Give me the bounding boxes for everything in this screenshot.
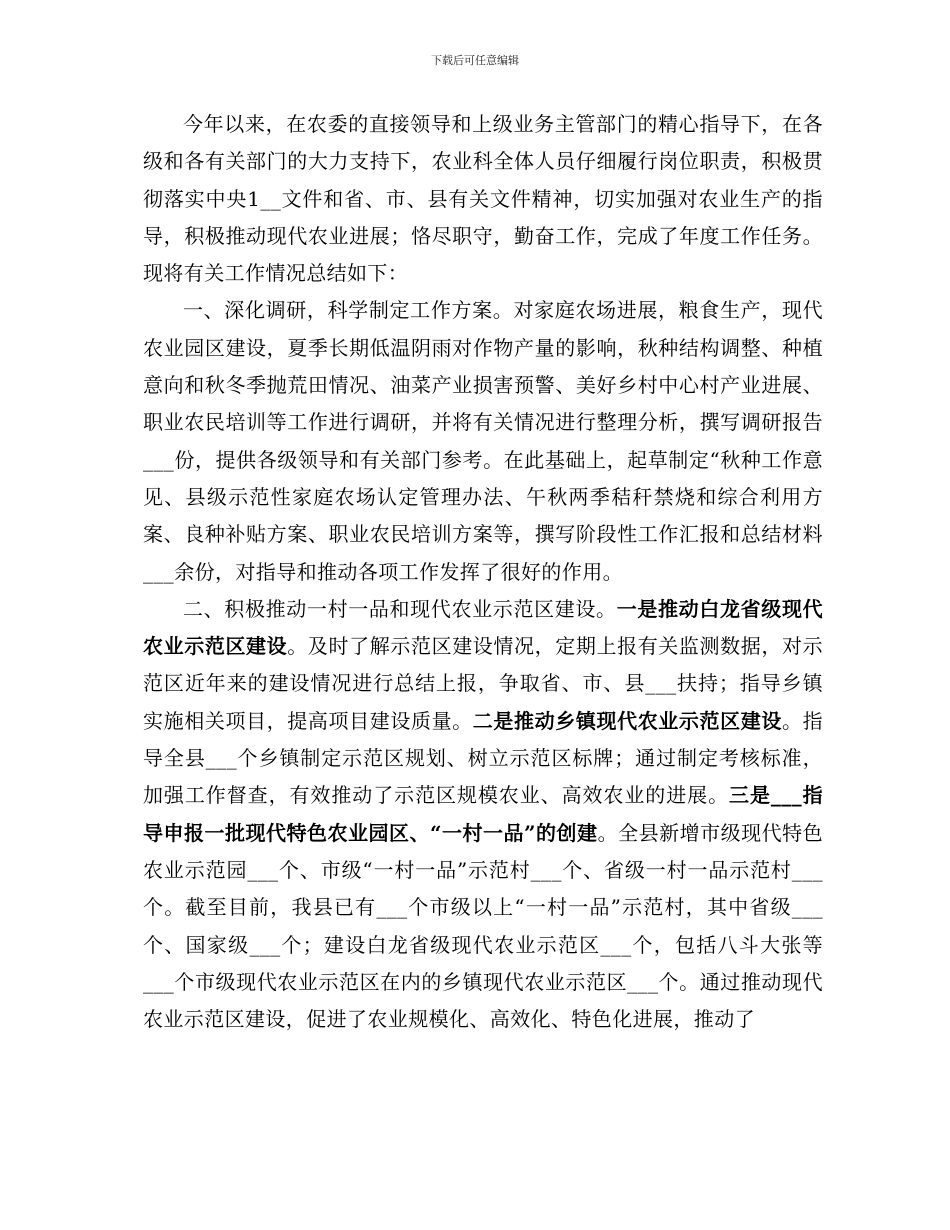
section-two-point-three: 三是___指导申报一批现代特色农业园区、“一村一品”的创建 <box>143 783 824 845</box>
section-two-text-two: 。指导全县___个乡镇制定示范区规划、树立示范区标牌；通过制定考核标准，加强工作督查，有效推动了示范区规模农业、高效农业的进展。 <box>143 708 823 808</box>
paragraph-section-one <box>143 292 823 590</box>
section-two-point-two: 二是推动乡镇现代农业示范区建设 <box>472 708 782 733</box>
paragraph-section-two <box>143 591 823 1039</box>
section-two-text-three: 。全县新增市级现代特色农业示范园___个、市级“一村一品”示范村___个、省级一村一品示范村___个。截至目前，我县已有___个市级以上“一村一品”示范村，其中省级___个、国家级___个；建设白龙省级现代农业示范区___个，包括八斗大张等___个市级现代农业示范区在内的乡镇现代农业示范区___个。通过推动现代农业示范区建设，促进了农业规模化、高效化、特色化进展，推动了 <box>143 820 823 1032</box>
section-two-point-one: 一是推动白龙省级现代农业示范区建设 <box>143 596 823 659</box>
section-two-text-one: 。及时了解示范区建设情况，定期上报有关监测数据，对示范区近年来的建设情况进行总结上报，争取省、市、县___扶持；指导乡镇实施相关项目，提高项目建设质量。 <box>143 634 823 733</box>
page-header: 下载后可任意编辑 <box>431 54 519 67</box>
document-body <box>143 106 823 1038</box>
section-two-lead: 二、积极推动一村一品和现代农业示范区建设。 <box>183 596 617 621</box>
paragraph-intro-text: 今年以来，在农委的直接领导和上级业务主管部门的精心指导下，在各级和各有关部门的大力支持下，农业科全体人员仔细履行岗位职责，积极贯彻落实中央1__文件和省、市、县有关文件精神，切实加强对农业生产的指导，积极推动现代农业进展；恪尽职守，勤奋工作，完成了年度工作任务。现将有关工作情况总结如下： <box>143 112 823 286</box>
section-one-text: 一、深化调研，科学制定工作方案。对家庭农场进展，粮食生产，现代农业园区建设，夏季长期低温阴雨对作物产量的影响，秋种结构调整、种植意向和秋冬季抛荒田情况、油菜产业损害预警、美好乡村中心村产业进展、职业农民培训等工作进行调研，并将有关情况进行整理分析，撰写调研报告___份，提供各级领导和有关部门参考。在此基础上，起草制定“秋种工作意见、县级示范性家庭农场认定管理办法、午秋两季秸秆禁烧和综合利用方案、良种补贴方案、职业农民培训方案等，撰写阶段性工作汇报和总结材料___余份，对指导和推动各项工作发挥了很好的作用。 <box>143 298 823 584</box>
paragraph-intro <box>143 106 823 292</box>
